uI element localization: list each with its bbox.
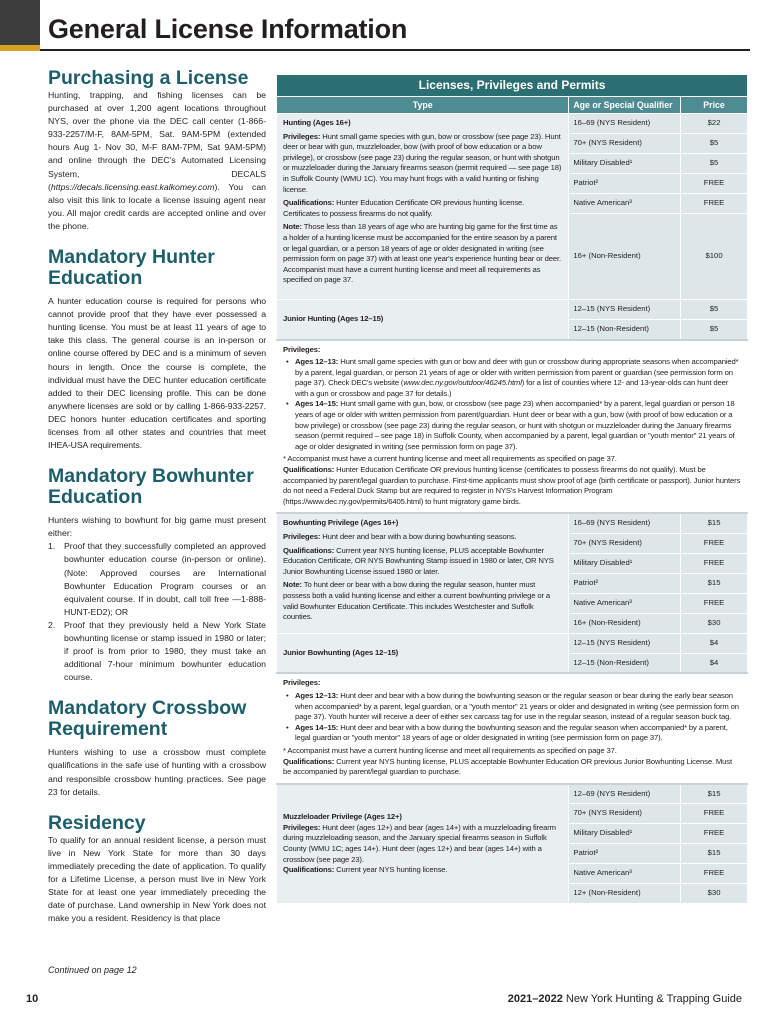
table-row: [277, 114, 748, 134]
junior-hunting-privileges: [283, 357, 741, 452]
hunter-education-heading: Mandatory Hunter Education: [48, 246, 215, 290]
left-column: [48, 68, 266, 925]
license-table-container: [276, 74, 748, 904]
residency-body: To qualify for an annual resident license, a person must live in New York State for more than 30 days immediately preceding the date of application. To qualify for a Lifetime License, a person must live in New York State for at least one year immediately preceding the date of purchase. Land ownership in New York does not make you a resident. Residency is that place: [48, 834, 266, 924]
column-header-price: Price: [681, 97, 748, 114]
price-cell: $5: [681, 154, 748, 174]
price-cell: FREE: [681, 593, 748, 613]
junior-bowhunting-privileges: [283, 691, 741, 744]
table-row: [277, 300, 748, 320]
list-item: • Ages 14–15: Hunt deer and bear with a bow during the bowhunting season and the regular season when accompanied* by a parent, legal guardian or "youth mentor" 18 years of age or older designated in writing (see permission form on page 37).: [283, 723, 741, 744]
age-cell: 16+ (Non-Resident): [569, 613, 681, 633]
junior-bowhunting-footnote: * Accompanist must have a current hunting license and meet all requirements as specified on page 37.: [283, 745, 617, 755]
column-header-type: Type: [277, 97, 569, 114]
age-cell: 70+ (NYS Resident): [569, 804, 681, 824]
price-cell: FREE: [681, 553, 748, 573]
age-cell: 12–15 (Non-Resident): [569, 320, 681, 340]
age-cell: Patriot²: [569, 573, 681, 593]
guide-year: 2021–2022: [507, 993, 563, 1005]
age-cell: 70+ (NYS Resident): [569, 533, 681, 553]
list-item: • Ages 12–13: Hunt deer and bear with a bow during the bowhunting season or the regular season or bear during the early bear season when accompanied* by a parent, legal guardian, or a "youth mentor" 21 years or older and designated in writing (see permission form on page 37). Youth hunter will receive a deer of either sex carcass tag for use in the regular season, instead of a regular season buck tag.: [283, 691, 741, 723]
purchasing-text-2: ). You can also visit this link to locate a license issuing agent near you. All major credit cards are accepted online and over the phone.: [48, 181, 266, 231]
age-cell: Patriot²: [569, 844, 681, 864]
price-cell: $15: [681, 844, 748, 864]
column-header-age: Age or Special Qualifier: [569, 97, 681, 114]
guide-name: New York Hunting & Trapping Guide: [562, 993, 742, 1005]
decals-link[interactable]: https://decals.licensing.east.kalkomey.com: [50, 181, 215, 192]
age-cell: Native American³: [569, 864, 681, 884]
price-cell: FREE: [681, 194, 748, 214]
table-title: Licenses, Privileges and Permits: [277, 75, 748, 97]
price-cell: FREE: [681, 804, 748, 824]
hunting-name: Hunting (Ages 16+): [283, 118, 351, 127]
table-row: [277, 513, 748, 533]
license-table: [276, 74, 748, 904]
price-cell: $15: [681, 513, 748, 533]
guide-title: [508, 993, 742, 1005]
age-cell: Military Disabled¹: [569, 154, 681, 174]
junior-hunting-name: Junior Hunting (Ages 12–15): [277, 300, 569, 340]
price-cell: FREE: [681, 174, 748, 194]
age-cell: Native American³: [569, 194, 681, 214]
page-title: General License Information: [48, 14, 408, 44]
corner-accent: [0, 45, 40, 51]
dec-counties-link[interactable]: www.dec.ny.gov/outdoor/46245.html: [403, 378, 522, 388]
purchasing-text-1: Hunting, trapping, and fishing licenses can be purchased at over 1,200 agent locations throughout NYS, over the phone via the DEC call center (1-866-933-2257/M-F, 8AM-5PM, Sat. 9AM-5PM (extended hours Aug 1- Nov 30, M-F 8AM-7PM, Sat 9AM-5PM) and online through the DEC's Automated Licensing System, DECALS (: [48, 90, 266, 192]
hunter-education-section: [48, 247, 266, 452]
age-cell: 12–15 (Non-Resident): [569, 653, 681, 673]
price-cell: $5: [681, 320, 748, 340]
hunting-description: Hunting (Ages 16+) Privileges: Hunt small game species with gun, bow or crossbow (see page 23). Hunt deer or bear with gun, muzzleloader, bow (with proof of bow education or a bow privilege), or crossbow (see page 23) during the regular season, or hunt with shotgun or muzzleloader during the January firearms season (permit required — see page 18) in Suffolk County (WMU 1C). You may hunt frogs with a valid hunting or fishing license. Qualifications: Hunter Education Certificate OR previous hunting license. Certificates to possess firearms do not qualify. Note: Those less than 18 years of age who are hunting big game for the first time as a holder of a hunting license must be accompanied for the entire season by a parent or legal guardian, or a person 18 years of age or older designated in writing (see permission form on page 37) with at least one year's experience hunting bear or deer. Accompanist must have a current hunting license and meet all requirements as specified on page 37.: [277, 114, 569, 300]
age-cell: 16–69 (NYS Resident): [569, 114, 681, 134]
crossbow-heading: Mandatory Crossbow Requirement: [48, 697, 247, 741]
price-cell: FREE: [681, 533, 748, 553]
table-row: [277, 673, 748, 783]
price-cell: $4: [681, 633, 748, 653]
price-cell: $100: [681, 214, 748, 300]
table-row: [277, 340, 748, 514]
corner-block: [0, 0, 40, 45]
junior-hunting-details: Privileges: • Ages 12–13: Hunt small game species with gun or bow and deer with gun or crossbow during appropriate seasons when accompanied* by a parent, legal guardian, or person 21 years of age or older with written permission from parent or guardian (see permission form on page 37). Check DEC's website (www.dec.ny.gov/outdoor/46245.html) for a list of counties where 12- and 13-year-olds can hunt deer with a gun or crossbow and page 37 for details.) • Ages 14–15: Hunt small game with gun, bow, or crossbow (see page 23) when accompanied* by a parent, legal guardian or person 18 years of age or older with written permission from parent/guardian. Hunt deer or bear with a gun, bow (with proof of bow education or a bow privilege) or crossbow (see page 23) during the regular season, or hunt with shotgun or muzzleloader during the January firearms season (permit required – see page 18) in Suffolk County, when accompanied by a parent, legal guardian or "youth mentor" 21 years of age or older designated in writing (see permission form on page 37). * Accompanist must have a current hunting license and meet all requirements as specified on page 37. Qualifications: Hunter Education Certificate OR previous hunting license (certificates to possess firearms do not qualify). Must be accompanied by parent/legal guardian to purchase. First-time applicants must show proof of age (birth certificate or passport). Junior hunters do not need a Federal Duck Stamp but are required to register in NYS's Harvest Information Program (https://www.dec.ny.gov/permits/6405.html) to hunt migratory game birds.: [277, 340, 748, 514]
junior-bowhunting-name: Junior Bowhunting (Ages 12–15): [277, 633, 569, 673]
age-cell: Native American³: [569, 593, 681, 613]
age-cell: 16+ (Non-Resident): [569, 214, 681, 300]
table-row: [277, 633, 748, 653]
crossbow-section: [48, 698, 266, 798]
price-cell: $4: [681, 653, 748, 673]
price-cell: $5: [681, 134, 748, 154]
junior-hunting-footnote: * Accompanist must have a current hunting license and meet all requirements as specified on page 37.: [283, 454, 617, 464]
age-cell: Military Disabled¹: [569, 553, 681, 573]
purchasing-heading: Purchasing a License: [48, 67, 249, 89]
age-cell: 12–69 (NYS Resident): [569, 784, 681, 804]
age-cell: 12–15 (NYS Resident): [569, 300, 681, 320]
purchasing-body: [48, 89, 266, 233]
price-cell: $22: [681, 114, 748, 134]
bowhunting-description: Bowhunting Privilege (Ages 16+) Privileges: Hunt deer and bear with a bow during bowhunting seasons. Qualifications: Current year NYS hunting license, PLUS acceptable Bowhunter Education Certificate, OR NYS Bowhunting Stamp issued in 1980 or later, OR NYS Junior Bowhunting License issued 1980 or later. Note: To hunt deer or bear with a bow during the regular season, hunter must possess both a valid hunting license and either a current bowhunting privilege or a valid Bowhunter Education Certificate. This includes Westchester and Suffolk counties.: [277, 513, 569, 633]
muzzleloader-description: Muzzleloader Privilege (Ages 12+) Privileges: Hunt deer (ages 12+) and bear (ages 14+) with a muzzleloading firearm during muzzleloading season, and the January special firearms season in Suffolk County (WMU 1C; ages 14+). Hunt deer (ages 12+) and bear (ages 14+) with a crossbow (see page 23). Qualifications: Current year NYS hunting license.: [277, 784, 569, 904]
table-row: [277, 784, 748, 804]
muzzleloader-name: Muzzleloader Privilege (Ages 12+): [283, 812, 402, 822]
page-footer: [0, 993, 770, 1011]
age-cell: 16–69 (NYS Resident): [569, 513, 681, 533]
age-cell: Patriot²: [569, 174, 681, 194]
price-cell: $15: [681, 784, 748, 804]
bowhunting-name: Bowhunting Privilege (Ages 16+): [283, 518, 399, 528]
list-item: • Ages 14–15: Hunt small game with gun, bow, or crossbow (see page 23) when accompanied* by a parent, legal guardian or person 18 years of age or older with written permission from parent/guardian. Hunt deer or bear with a gun, bow (with proof of bow education or a bow privilege) or crossbow (see page 23) during the regular season, or hunt with shotgun or muzzleloader during the January firearms season (permit required – see page 18) in Suffolk County, when accompanied by a parent, legal guardian or "youth mentor" 21 years of age or older designated in writing (see permission form on page 37).: [283, 399, 741, 452]
price-cell: $30: [681, 884, 748, 904]
price-cell: $15: [681, 573, 748, 593]
bowhunter-section: [48, 466, 266, 684]
title-rule: [40, 49, 750, 51]
price-cell: FREE: [681, 824, 748, 844]
crossbow-body: Hunters wishing to use a crossbow must complete qualifications in the safe use of hunting with a crossbow and responsible crossbow hunting practices. See page 23 for details.: [48, 747, 266, 797]
bowhunter-heading: Mandatory Bowhunter Education: [48, 465, 254, 509]
residency-heading: Residency: [48, 811, 146, 834]
list-item: • Ages 12–13: Hunt small game species with gun or bow and deer with gun or crossbow during appropriate seasons when accompanied* by a parent, legal guardian, or person 21 years of age or older with written permission from parent or guardian (see permission form on page 37). Check DEC's website (www.dec.ny.gov/outdoor/46245.html) for a list of counties where 12- and 13-year-olds can hunt deer with a gun or crossbow and page 37 for details.): [283, 357, 741, 399]
hunter-education-body: A hunter education course is required for persons who cannot provide proof that they have ever possessed a hunting license. You must be at least 11 years of age to take this class. The general course is an in-person or online course offered by DEC and is a minimum of seven hours in length. Once the course is complete, the individual must have the DEC hunter education certificate added to their DEC licensing profile. This can be done anywhere licenses are sold or by calling 1-866-933-2257. DEC honors hunter education certificates and sporting licenses from all other states and countries that meet IHEA-USA requirements.: [48, 296, 266, 451]
price-cell: $30: [681, 613, 748, 633]
list-item: 2. Proof that they previously held a New York State bowhunting license or stamp issued in 1980 or later; if proof is from prior to 1980, they must take an additional 7-hour minimum bowhunter education course.: [48, 619, 266, 683]
bowhunter-proof-list: [48, 540, 266, 684]
age-cell: 12+ (Non-Resident): [569, 884, 681, 904]
age-cell: 70+ (NYS Resident): [569, 134, 681, 154]
continued-note: Continued on page 12: [48, 965, 137, 975]
purchasing-section: [48, 68, 266, 233]
page-number: 10: [26, 993, 39, 1005]
bowhunter-intro: Hunters wishing to bowhunt for big game must present either:: [48, 515, 266, 539]
junior-bowhunting-details: Privileges: • Ages 12–13: Hunt deer and bear with a bow during the bowhunting season or the regular season or bear during the early bear season when accompanied* by a parent, legal guardian, or a "youth mentor" 21 years or older and designated in writing (see permission form on page 37). Youth hunter will receive a deer of either sex carcass tag for use in the regular season, instead of a regular season buck tag. • Ages 14–15: Hunt deer and bear with a bow during the bowhunting season and the regular season when accompanied* by a parent, legal guardian or "youth mentor" 18 years of age or older designated in writing (see permission form on page 37). * Accompanist must have a current hunting license and meet all requirements as specified on page 37. Qualifications: Current year NYS hunting license, PLUS acceptable Bowhunter Education OR previous Junior Bowhunting License. Must be accompanied by parent/legal guardian to purchase.: [277, 673, 748, 783]
age-cell: 12–15 (NYS Resident): [569, 633, 681, 653]
list-item: 1. Proof that they successfully completed an approved bowhunter education course (in-person or online). (Note: Approved courses are International Bowhunter Education Program courses or an equivalent course. If in doubt, call toll free —1-888-HUNT-ED2); OR: [48, 541, 266, 617]
age-cell: Military Disabled¹: [569, 824, 681, 844]
price-cell: FREE: [681, 864, 748, 884]
price-cell: $5: [681, 300, 748, 320]
residency-section: [48, 813, 266, 926]
